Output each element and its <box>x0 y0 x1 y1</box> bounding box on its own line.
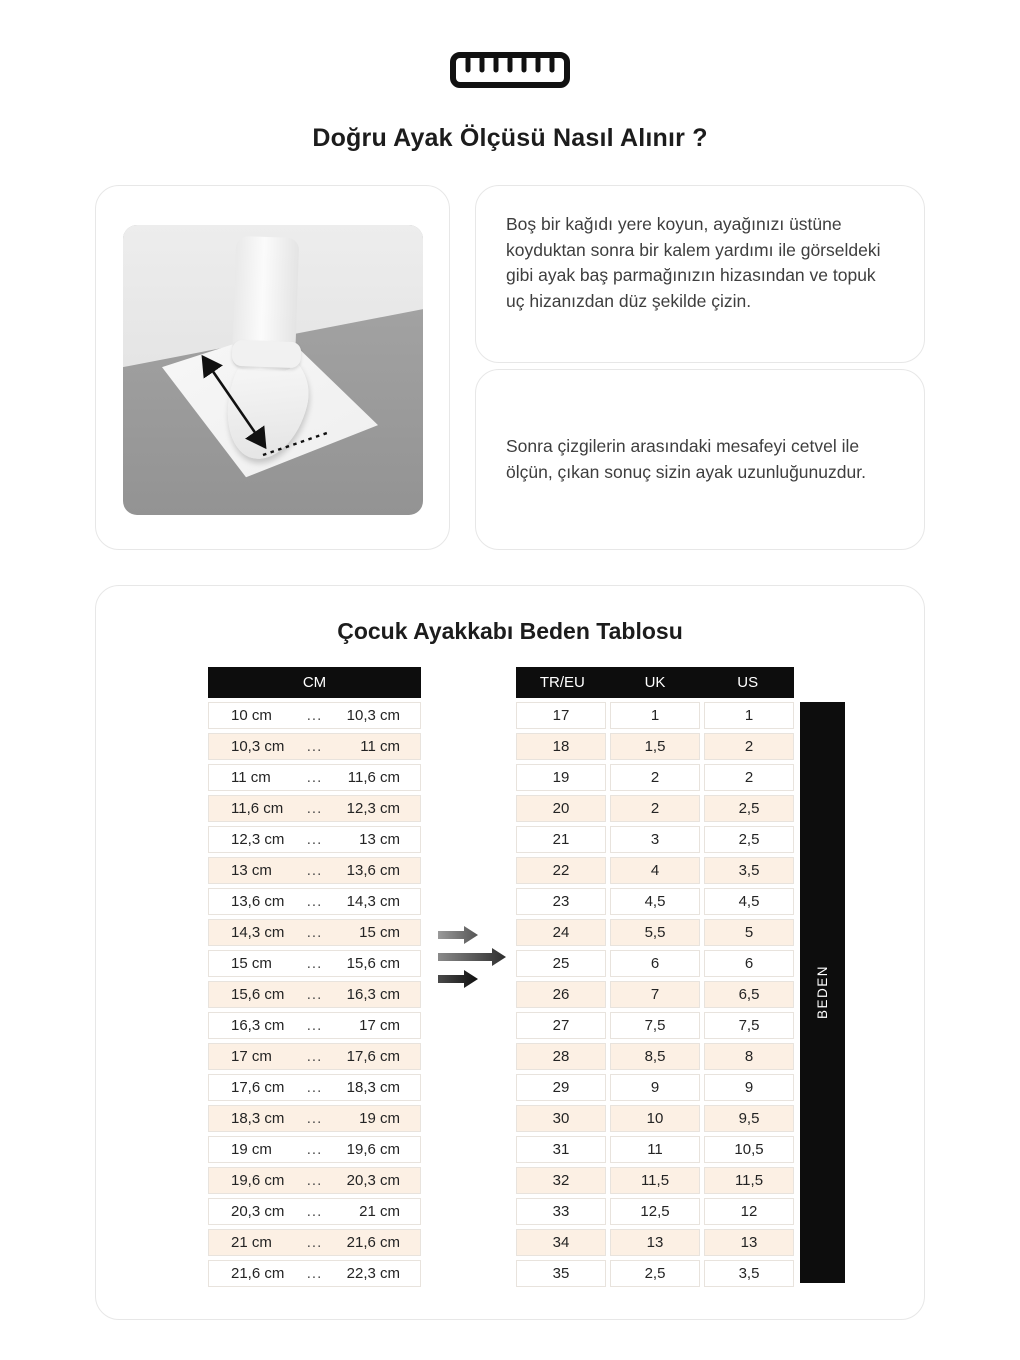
cm-min-value: 15 cm <box>231 955 272 972</box>
us-size: 2 <box>704 764 794 791</box>
range-separator: ... <box>306 924 323 941</box>
cm-max-value: 15,6 cm <box>346 955 400 972</box>
us-size: 8 <box>704 1043 794 1070</box>
size-row <box>516 888 794 915</box>
range-separator: ... <box>306 986 323 1003</box>
col-header-us: US <box>737 674 759 691</box>
cm-range-row <box>208 919 421 946</box>
us-size: 12 <box>704 1198 794 1225</box>
cm-min-value: 10,3 cm <box>231 738 285 755</box>
size-chart-title: Çocuk Ayakkabı Beden Tablosu <box>337 618 683 644</box>
uk-size: 11,5 <box>610 1167 700 1194</box>
cm-min-value: 13,6 cm <box>231 893 285 910</box>
instruction-card-2 <box>475 369 925 550</box>
tr-eu-size: 17 <box>516 702 606 729</box>
col-header-uk: UK <box>644 674 666 691</box>
cm-range-row <box>208 1105 421 1132</box>
cm-range-row <box>208 1012 421 1039</box>
instruction-step-2: Sonra çizgilerin arasındaki mesafeyi cetvel ile ölçün, çıkan sonuç sizin ayak uzunluğunuzdur. <box>506 435 866 482</box>
uk-size: 7,5 <box>610 1012 700 1039</box>
us-size: 10,5 <box>704 1136 794 1163</box>
uk-size: 9 <box>610 1074 700 1101</box>
tr-eu-size: 20 <box>516 795 606 822</box>
tr-eu-size: 24 <box>516 919 606 946</box>
uk-size: 1,5 <box>610 733 700 760</box>
size-row <box>516 1105 794 1132</box>
cm-min-value: 19,6 cm <box>231 1172 285 1189</box>
size-row <box>516 981 794 1008</box>
cm-min-value: 13 cm <box>231 862 272 879</box>
range-separator: ... <box>306 831 323 848</box>
cm-max-value: 21,6 cm <box>346 1234 400 1251</box>
range-separator: ... <box>306 1017 323 1034</box>
size-row <box>516 1074 794 1101</box>
range-separator: ... <box>306 862 323 879</box>
range-separator: ... <box>306 1048 323 1065</box>
cm-max-value: 13,6 cm <box>346 862 400 879</box>
tr-eu-size: 18 <box>516 733 606 760</box>
range-separator: ... <box>306 1079 323 1096</box>
measurement-arrow-overlay <box>123 225 423 515</box>
tr-eu-size: 26 <box>516 981 606 1008</box>
size-chart-card <box>95 585 925 1320</box>
cm-min-value: 17 cm <box>231 1048 272 1065</box>
tr-eu-size: 29 <box>516 1074 606 1101</box>
us-size: 7,5 <box>704 1012 794 1039</box>
tr-eu-size: 25 <box>516 950 606 977</box>
uk-size: 2 <box>610 795 700 822</box>
size-row <box>516 1198 794 1225</box>
cm-range-row <box>208 733 421 760</box>
cm-min-value: 14,3 cm <box>231 924 285 941</box>
cm-min-value: 17,6 cm <box>231 1079 285 1096</box>
cm-range-row <box>208 1074 421 1101</box>
cm-max-value: 12,3 cm <box>346 800 400 817</box>
cm-max-value: 15 cm <box>359 924 400 941</box>
size-row <box>516 950 794 977</box>
ruler-icon <box>0 48 1020 92</box>
cm-min-value: 11,6 cm <box>231 800 284 817</box>
uk-size: 12,5 <box>610 1198 700 1225</box>
cm-range-row <box>208 1043 421 1070</box>
cm-min-value: 19 cm <box>231 1141 272 1158</box>
range-separator: ... <box>306 1172 323 1189</box>
uk-size: 4,5 <box>610 888 700 915</box>
size-row <box>516 857 794 884</box>
cm-range-row <box>208 981 421 1008</box>
size-row <box>516 764 794 791</box>
size-table-body <box>516 702 794 1287</box>
foot-measure-photo-card <box>95 185 450 550</box>
size-row <box>516 702 794 729</box>
range-separator: ... <box>306 738 323 755</box>
us-size: 9,5 <box>704 1105 794 1132</box>
uk-size: 7 <box>610 981 700 1008</box>
us-size: 4,5 <box>704 888 794 915</box>
tr-eu-size: 32 <box>516 1167 606 1194</box>
cm-range-row <box>208 795 421 822</box>
us-size: 5 <box>704 919 794 946</box>
uk-size: 5,5 <box>610 919 700 946</box>
us-size: 13 <box>704 1229 794 1256</box>
cm-max-value: 17 cm <box>359 1017 400 1034</box>
size-table-header <box>516 667 794 698</box>
us-size: 2,5 <box>704 795 794 822</box>
range-separator: ... <box>306 1141 323 1158</box>
size-row <box>516 733 794 760</box>
cm-min-value: 12,3 cm <box>231 831 285 848</box>
us-size: 1 <box>704 702 794 729</box>
cm-max-value: 21 cm <box>359 1203 400 1220</box>
cm-range-row <box>208 826 421 853</box>
cm-max-value: 19,6 cm <box>346 1141 400 1158</box>
tr-eu-size: 22 <box>516 857 606 884</box>
size-row <box>516 1136 794 1163</box>
page-title: Doğru Ayak Ölçüsü Nasıl Alınır ? <box>312 124 708 152</box>
us-size: 3,5 <box>704 1260 794 1287</box>
beden-side-bar <box>800 702 845 1283</box>
size-row <box>516 1043 794 1070</box>
cm-max-value: 22,3 cm <box>346 1265 400 1282</box>
cm-max-value: 20,3 cm <box>346 1172 400 1189</box>
col-header-tr-eu: TR/EU <box>539 674 585 691</box>
cm-max-value: 16,3 cm <box>346 986 400 1003</box>
cm-range-row <box>208 1260 421 1287</box>
uk-size: 13 <box>610 1229 700 1256</box>
cm-min-value: 16,3 cm <box>231 1017 285 1034</box>
cm-range-row <box>208 950 421 977</box>
cm-max-value: 17,6 cm <box>346 1048 400 1065</box>
us-size: 3,5 <box>704 857 794 884</box>
us-size: 11,5 <box>704 1167 794 1194</box>
range-separator: ... <box>306 800 323 817</box>
cm-range-row <box>208 764 421 791</box>
uk-size: 3 <box>610 826 700 853</box>
tr-eu-size: 35 <box>516 1260 606 1287</box>
us-size: 2 <box>704 733 794 760</box>
tr-eu-size: 21 <box>516 826 606 853</box>
range-separator: ... <box>306 707 323 724</box>
cm-max-value: 14,3 cm <box>346 893 400 910</box>
cm-range-row <box>208 1136 421 1163</box>
cm-range-row <box>208 888 421 915</box>
range-separator: ... <box>306 1234 323 1251</box>
cm-table-header: CM <box>208 667 421 698</box>
size-row <box>516 1260 794 1287</box>
transfer-arrows-icon <box>436 923 510 996</box>
tr-eu-size: 31 <box>516 1136 606 1163</box>
cm-max-value: 19 cm <box>359 1110 400 1127</box>
us-size: 9 <box>704 1074 794 1101</box>
us-size: 2,5 <box>704 826 794 853</box>
size-row <box>516 1012 794 1039</box>
cm-min-value: 15,6 cm <box>231 986 285 1003</box>
instruction-step-1: Boş bir kağıdı yere koyun, ayağınızı üstüne koyduktan sonra bir kalem yardımı ile görseldeki gibi ayak baş parmağınızın hizasından ve topuk uç hizanızdan düz şekilde çizin. <box>506 214 881 312</box>
foot-on-paper-photo <box>123 225 423 515</box>
cm-min-value: 21 cm <box>231 1234 272 1251</box>
size-row <box>516 795 794 822</box>
cm-range-row <box>208 702 421 729</box>
size-row <box>516 1167 794 1194</box>
size-row <box>516 919 794 946</box>
uk-size: 6 <box>610 950 700 977</box>
us-size: 6 <box>704 950 794 977</box>
beden-label: BEDEN <box>815 965 830 1020</box>
cm-table-body <box>208 702 421 1287</box>
uk-size: 2 <box>610 764 700 791</box>
cm-max-value: 10,3 cm <box>346 707 400 724</box>
size-conversion-table <box>516 667 794 1291</box>
cm-max-value: 11 cm <box>360 738 400 755</box>
us-size: 6,5 <box>704 981 794 1008</box>
tr-eu-size: 28 <box>516 1043 606 1070</box>
tr-eu-size: 30 <box>516 1105 606 1132</box>
uk-size: 2,5 <box>610 1260 700 1287</box>
cm-max-value: 18,3 cm <box>346 1079 400 1096</box>
range-separator: ... <box>306 955 323 972</box>
cm-range-table <box>208 667 421 1291</box>
uk-size: 11 <box>610 1136 700 1163</box>
cm-min-value: 21,6 cm <box>231 1265 285 1282</box>
cm-min-value: 18,3 cm <box>231 1110 285 1127</box>
cm-min-value: 11 cm <box>231 769 271 786</box>
tr-eu-size: 23 <box>516 888 606 915</box>
tr-eu-size: 34 <box>516 1229 606 1256</box>
size-row <box>516 826 794 853</box>
cm-range-row <box>208 1198 421 1225</box>
cm-max-value: 13 cm <box>359 831 400 848</box>
uk-size: 10 <box>610 1105 700 1132</box>
cm-range-row <box>208 857 421 884</box>
instruction-card-1 <box>475 185 925 363</box>
range-separator: ... <box>306 1265 323 1282</box>
cm-range-row <box>208 1167 421 1194</box>
uk-size: 4 <box>610 857 700 884</box>
cm-range-row <box>208 1229 421 1256</box>
range-separator: ... <box>306 893 323 910</box>
range-separator: ... <box>306 1203 323 1220</box>
range-separator: ... <box>306 1110 323 1127</box>
cm-min-value: 10 cm <box>231 707 272 724</box>
range-separator: ... <box>306 769 323 786</box>
cm-max-value: 11,6 cm <box>347 769 400 786</box>
uk-size: 1 <box>610 702 700 729</box>
tr-eu-size: 33 <box>516 1198 606 1225</box>
tr-eu-size: 27 <box>516 1012 606 1039</box>
cm-min-value: 20,3 cm <box>231 1203 285 1220</box>
uk-size: 8,5 <box>610 1043 700 1070</box>
tr-eu-size: 19 <box>516 764 606 791</box>
size-row <box>516 1229 794 1256</box>
